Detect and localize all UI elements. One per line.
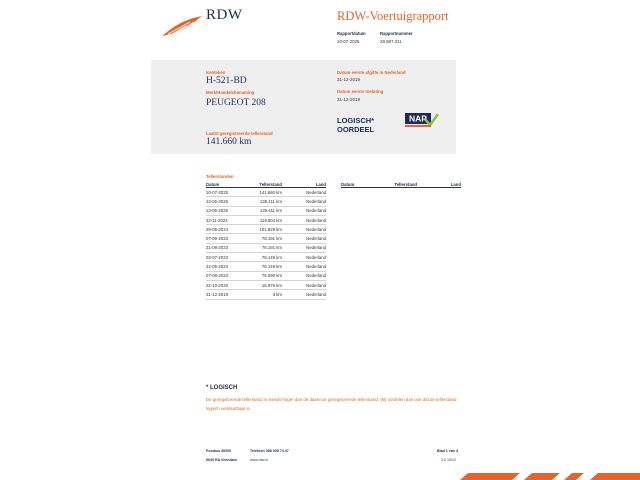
cell-country: Nederland: [284, 280, 326, 289]
footer-postbus: Postbus 30000: [206, 449, 232, 453]
cell-date: 22-11-2024: [206, 215, 254, 224]
cell-odometer: 78.191 km: [254, 234, 284, 243]
table-row: [206, 253, 326, 262]
cell-country: Nederland: [284, 215, 326, 224]
cell-date: 31-12-2019: [206, 290, 254, 299]
table-row: [206, 243, 326, 252]
cell-country: Nederland: [284, 188, 326, 197]
table-row: [206, 215, 326, 224]
footer-page-number: Blad 1 van 3: [437, 449, 458, 453]
document-title: RDW-Voertuigrapport: [337, 9, 449, 23]
cell-date: 07-09-2023: [206, 234, 254, 243]
cell-odometer: 16.976 km: [254, 280, 284, 289]
decorative-stripes: [460, 470, 640, 480]
table-row: [206, 271, 326, 280]
cell-odometer: 101.829 km: [254, 225, 284, 234]
footer-website[interactable]: www.rdw.nl: [250, 458, 268, 462]
table-row: [206, 206, 326, 215]
table-row: [206, 262, 326, 271]
cell-date: 13-06-2025: [206, 197, 254, 206]
column-header-country: Land: [284, 181, 326, 188]
cell-odometer: 141.660 km: [254, 188, 284, 197]
first-admission-date: 31-12-2019: [337, 97, 361, 102]
column-header-country: Land: [419, 181, 461, 188]
table-row: [206, 197, 326, 206]
cell-country: Nederland: [284, 243, 326, 252]
cell-odometer: 78.191 km: [254, 243, 284, 252]
table-row: [206, 225, 326, 234]
cell-country: Nederland: [284, 234, 326, 243]
verdict-footnote-title: * LOGISCH: [206, 385, 238, 391]
footer-phone: Telefoon 088 008 74 47: [250, 449, 289, 453]
last-odometer-label: Laatst geregistreerde tellerstand: [206, 131, 273, 136]
table-row: [206, 188, 326, 197]
verdict-value: LOGISCH*: [337, 116, 375, 125]
column-header-date: Datum: [206, 181, 254, 188]
cell-odometer: 139.411 km: [254, 197, 284, 206]
verdict-label: OORDEEL: [337, 125, 375, 134]
plate-label: Kenteken: [206, 70, 226, 75]
license-plate: H-521-BD: [206, 76, 247, 86]
cell-date: 22-06-2023: [206, 262, 254, 271]
report-date: 10-07-2025: [337, 39, 360, 44]
cell-date: 29-05-2024: [206, 225, 254, 234]
cell-date: 31-08-2023: [206, 243, 254, 252]
cell-date: 03-07-2023: [206, 253, 254, 262]
table-header-row: [341, 181, 461, 188]
cell-country: Nederland: [284, 271, 326, 280]
table-row: [206, 280, 326, 289]
verdict: [337, 116, 374, 134]
nap-logo-icon: [405, 113, 439, 128]
cell-odometer: 78.149 km: [254, 262, 284, 271]
cell-date: 22-10-2020: [206, 280, 254, 289]
odometer-table-body: [206, 188, 326, 300]
cell-odometer: 139.411 km: [254, 206, 284, 215]
column-header-odometer: Tellerstand: [254, 181, 284, 188]
cell-country: Nederland: [284, 253, 326, 262]
cell-date: 07-06-2023: [206, 271, 254, 280]
cell-odometer: 3 km: [254, 290, 284, 299]
cell-country: Nederland: [284, 262, 326, 271]
first-nl-label: Datum eerste afgifte in Nederland: [337, 70, 406, 75]
rdw-feather-logo-icon: [160, 14, 204, 38]
verdict-explanation: De geregistreerde tellerstand is steeds hoger dan de daarvoor geregistreerde tellerstand. Wij oordelen dan ook dat de tellerstand logisch verklaarbaar is.: [206, 397, 457, 411]
vehicle-summary-panel: [151, 60, 456, 154]
report-number-label: Rapportnummer: [380, 31, 413, 36]
last-odometer-value: 141.660 km: [206, 137, 252, 147]
table-row: [206, 290, 326, 299]
cell-country: Nederland: [284, 290, 326, 299]
cell-odometer: 78.149 km: [254, 253, 284, 262]
cell-date: 10-07-2025: [206, 188, 254, 197]
footer-city: 9640 RA Veendam: [206, 458, 237, 462]
footer-code: 3.0 15/12: [441, 458, 456, 462]
report-number: 28.987.311: [380, 39, 402, 44]
odometer-history-title: Tellerstanden: [206, 174, 234, 179]
brand-name: RDW: [206, 7, 243, 23]
cell-country: Nederland: [284, 197, 326, 206]
cell-country: Nederland: [284, 225, 326, 234]
column-header-date: Datum: [341, 181, 389, 188]
make-label: Merk/Handelsbenaming: [206, 90, 255, 95]
cell-odometer: 119.804 km: [254, 215, 284, 224]
column-header-odometer: Tellerstand: [389, 181, 419, 188]
cell-date: 13-06-2025: [206, 206, 254, 215]
cell-odometer: 78.090 km: [254, 271, 284, 280]
first-nl-date: 31-12-2019: [337, 77, 361, 82]
odometer-table-continued: [341, 181, 461, 188]
report-date-label: Rapportdatum: [337, 31, 366, 36]
cell-country: Nederland: [284, 206, 326, 215]
nap-label: NAP: [409, 113, 427, 124]
first-admission-label: Datum eerste toelating: [337, 89, 384, 94]
odometer-table: [206, 181, 326, 300]
table-row: [206, 234, 326, 243]
vehicle-make: PEUGEOT 208: [206, 98, 266, 108]
